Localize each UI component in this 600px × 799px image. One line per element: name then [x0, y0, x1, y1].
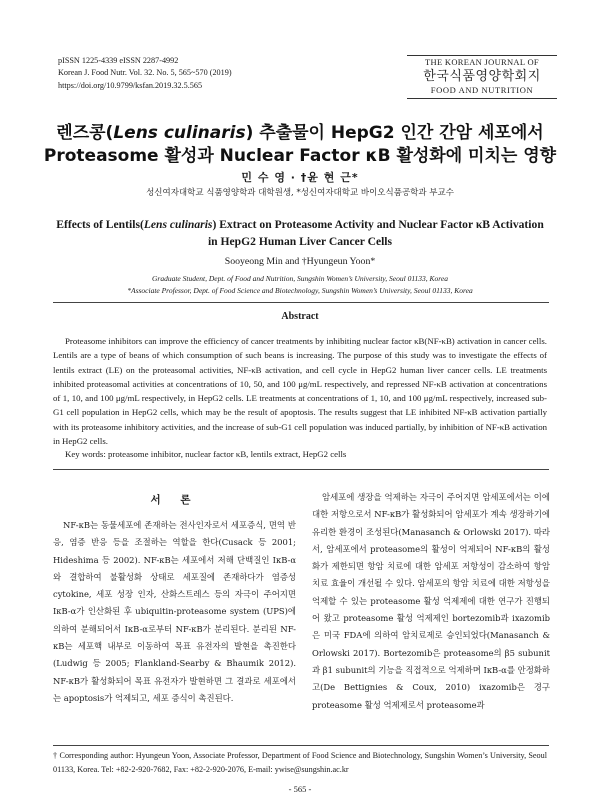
keywords: Key words: proteasome inhibitor, nuclear factor κB, lentils extract, HepG2 cells	[65, 449, 347, 459]
section-heading-introduction: 서 론	[150, 494, 199, 506]
title-en-species: Lens culinaris	[143, 218, 213, 231]
divider-bottom	[53, 469, 549, 470]
doi-link[interactable]: https://doi.org/10.9799/ksfan.2019.32.5.565	[58, 80, 203, 90]
corresponding-author-footnote: † Corresponding author: Hyungeun Yoon, Associate Professor, Department of Food Science and Biotechnology, Sungshin Women’s University, Seoul 01133, Korea. Tel: +82-2-920-7682, Fax: +82-2-920-2076, E-mail: ywise@sungshin.ac.kr	[53, 751, 547, 774]
abstract-heading: Abstract	[281, 311, 319, 322]
title-en-prefix: Effects of Lentils(	[56, 218, 144, 231]
title-english	[30, 216, 570, 250]
title-en-suffix: ) Extract on Proteasome Activity and Nuclear Factor κB Activation	[212, 218, 544, 231]
title-ko-line2: Proteasome 활성과 Nuclear Factor κB 활성화에 미치는 영향	[43, 146, 557, 166]
authors-english: Sooyeong Min and †Hyungeun Yoon*	[224, 256, 376, 267]
authors-korean: 민 수 영 · †윤 현 근*	[241, 171, 359, 184]
masthead-bottom-rule	[407, 98, 557, 99]
affiliation-korean: 성신여자대학교 식품영양학과 대학원생, *성신여자대학교 바이오식품공학과 부교수	[146, 188, 454, 198]
title-ko-species: Lens culinaris	[113, 123, 246, 143]
affiliation-en-1: Graduate Student, Dept. of Food and Nutrition, Sungshin Women’s University, Seoul 01133, Korea	[151, 274, 449, 283]
divider-top	[53, 302, 549, 303]
title-en-line2: in HepG2 Human Liver Cancer Cells	[207, 235, 393, 248]
body-left-column: NF-κB는 동물세포에 존재하는 전사인자로서 세포증식, 면역 반응, 염증 반응 등을 조절하는 역할을 한다(Cusack 등 2001; Hideshima 등 2002). NF-κB는 세포에서 저해 단백질인 IκB-α와 결합하여 불활성화 상태로 세포질에 존재하다가 염증성 cytokine, 세포 성장 인자, 산화스트레스 등의 자극이 주어지면 IκB-α가 인산화된 후 ubiquitin-proteasome system (UPS)에 의하여 분해되어서 IκB-α로부터 NF-κB가 분리된다. 분리된 NF-κB는 세포핵 내부로 이동하여 목표 유전자의 발현을 촉진한다(Ludwig 등 2005; Flankland-Searby & Bhaumik 2012). NF-κB가 활성화되어 목표 유전자가 발현하면 그 결과로 세포에서는 apoptosis가 억제되고, 세포 증식이 촉진된다.	[53, 520, 296, 703]
journal-name-line1: THE KOREAN JOURNAL OF	[425, 57, 539, 67]
journal-name-korean: 한국식품영양학회지	[423, 69, 541, 84]
journal-masthead	[407, 55, 557, 99]
footnote-rule	[53, 745, 549, 746]
journal-metadata	[58, 55, 232, 92]
title-ko-suffix: ) 추출물이 HepG2 인간 간암 세포에서	[245, 123, 544, 143]
issn-line: pISSN 1225-4339 eISSN 2287-4992	[58, 56, 179, 65]
body-right-column: 암세포에 생장을 억제하는 자극이 주어지면 암세포에서는 이에 대한 저항으로서 NF-κB가 활성화되어 암세포가 계속 생장하기에 유리한 환경이 조성된다(Manasanch & Orlowski 2017). 따라서, 암세포에서 proteasome의 활성이 억제되어 NF-κB의 활성화가 제한되면 항암 치료에 대한 암세포 저항성이 감소하여 항암 치료 효율이 개선될 수 있다. 암세포의 항암 치료에 대한 저항성을 억제할 수 있는 proteasome 활성 억제제에 대한 연구가 진행되어 왔고 proteasome 활성 억제제인 bortezomib과 ixazomib은 미국 FDA에 의하여 암치료제로 승인되었다(Manasanch & Orlowski 2017). Bortezomib은 proteasome의 β5 subunit과 β1 subunit의 기능을 직접적으로 억제하며 IκB-α를 안정화하고(De Bettignies & Coux, 2010) ixazomib은 경구 proteasome 활성 억제제로서 proteasome과	[312, 492, 550, 710]
citation-line: Korean J. Food Nutr. Vol. 32. No. 5, 565~570 (2019)	[58, 68, 232, 78]
title-ko-prefix: 렌즈콩(	[56, 123, 114, 143]
masthead-top-rule	[407, 55, 557, 56]
abstract-body: Proteasome inhibitors can improve the efficiency of cancer treatments by inhibiting nuclear factor κB(NF-κB) activation in cancer cells. Lentils are a type of beans of which consumption of such beans is increasing. The purpose of this study was to investigate the effects of lentils extract (LE) on the proteasomal activities, NF-κB activation, and cell cycle in HepG2 human liver cancer cells. LE treatments inhibited proteasomal activities at concentrations of 10, 50, and 100 μg/mL respectively, and repressed NF-κB activation at concentrations of 1, 10, and 100 μg/mL respectively, in HepG2 cells. LE treatments at concentrations of 1, 10, and 100 μg/mL respectively, increased sub-G1 cell population in HepG2 cells, which may be the result of apoptosis. The results suggest that LE inhibited NF-κB activation partially with its proteasome inhibitory activities, and the increase of sub-G1 cell population was induced partially, by inhibition of NF-κB activation in HepG2 cells.	[53, 336, 547, 447]
title-korean	[0, 122, 600, 168]
journal-name-line3: FOOD AND NUTRITION	[430, 85, 534, 95]
affiliations-english	[0, 273, 600, 296]
affiliation-en-2: *Associate Professor, Dept. of Food Science and Biotechnology, Sungshin Women’s University, Seoul 01133, Korea	[127, 285, 473, 295]
page-number: - 565 -	[288, 784, 312, 794]
